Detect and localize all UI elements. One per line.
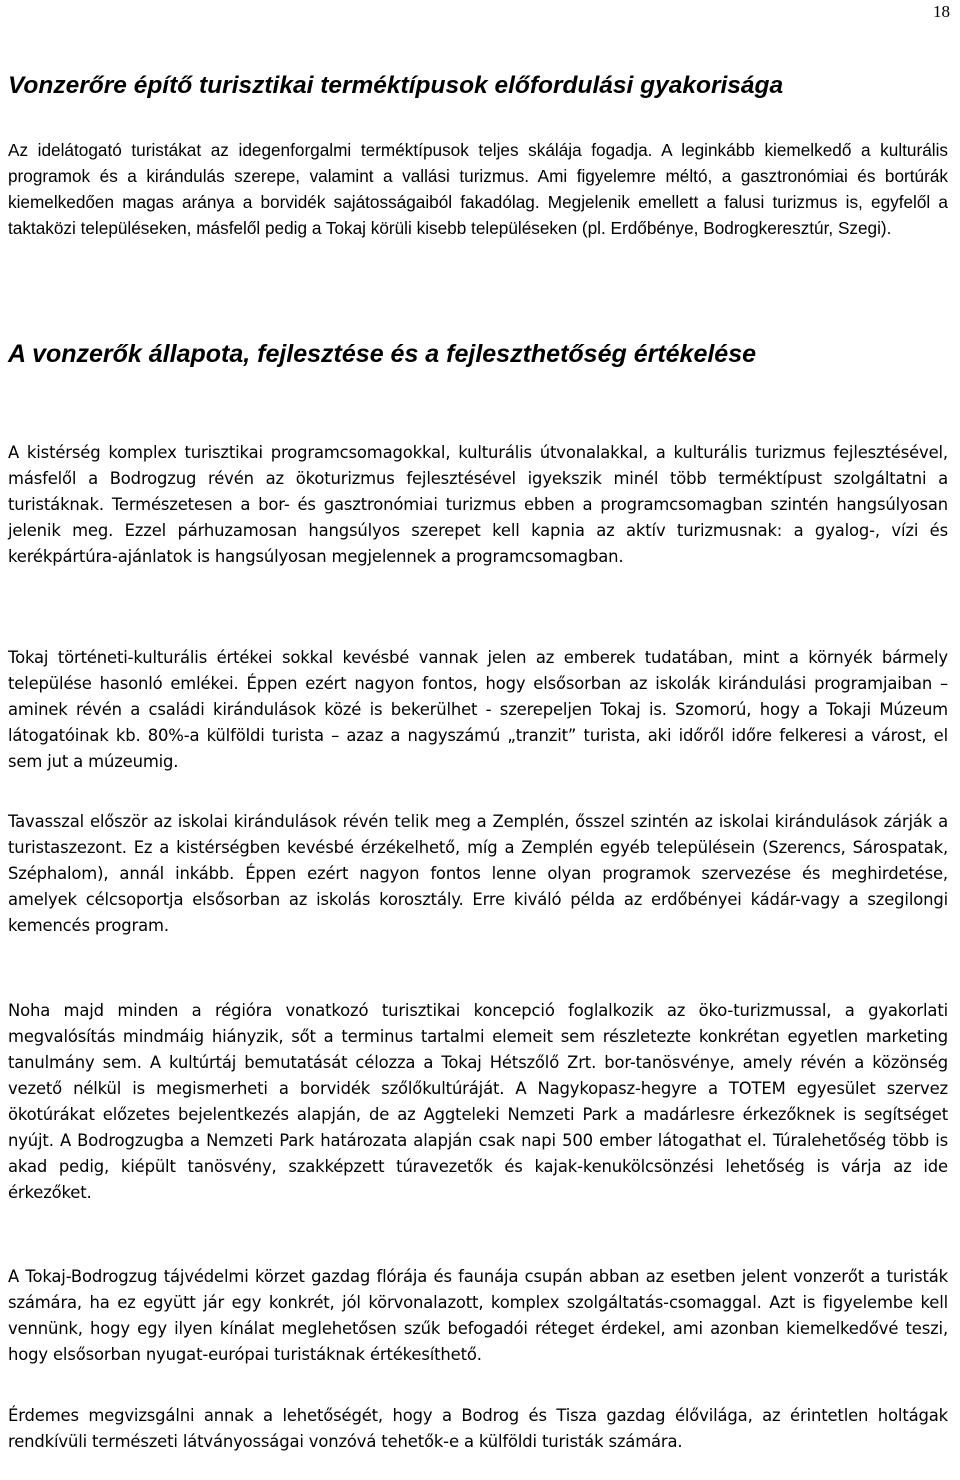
body-paragraph-1: A kistérség komplex turisztikai programcsomagokkal, kulturális útvonalakkal, a kulturális turizmus fejlesztésével, másfelől a Bodrogzug révén az ökoturizmus fejlesztésével igyekszik minél több terméktípust szolgáltatni a turistáknak. Természetesen a bor- és gasztronómiai turizmus ebben a programcsomagban szintén hangsúlyosan jelenik meg. Ezzel párhuzamosan hangsúlyos szerepet kell kapnia az aktív turizmusnak: a gyalog-, vízi és kerékpártúra-ajánlatok is hangsúlyosan megjelennek a programcsomagban. — [8, 443, 948, 566]
body-paragraph-5: A Tokaj-Bodrogzug tájvédelmi körzet gazdag flórája és faunája csupán abban az esetben jelent vonzerőt a turisták számára, ha ez együtt jár egy konkrét, jól körvonalazott, komplex szolgáltatás-csomaggal. Azt is figyelembe kell vennünk, hogy egy ilyen kínálat meglehetősen szűk befogadói réteget érdekel, ami azonban kiemelkedővé teszi, hogy elsősorban nyugat-európai turistáknak értékesíthető. — [8, 1267, 948, 1364]
section-title-evaluation: A vonzerők állapota, fejlesztése és a fejleszthetőség értékelése — [8, 340, 757, 368]
intro-paragraph: Az idelátogató turistákat az idegenforgalmi terméktípusok teljes skálája fogadja. A leginkább kiemelkedő a kulturális programok és a kirándulás szerepe, valamint a vallási turizmus. Ami figyelemre méltó, a gasztronómiai és bortúrák kiemelkedően magas aránya a borvidék sajátosságaiból fakadólag. Megjelenik emellett a falusi turizmus is, egyfelől a taktaközi településeken, másfelől pedig a Tokaj körüli kisebb településeken (pl. Erdőbénye, Bodrogkeresztúr, Szegi). — [8, 140, 948, 238]
body-paragraph-3: Tavasszal először az iskolai kirándulások révén telik meg a Zemplén, ősszel szintén az iskolai kirándulások zárják a turistaszezont. Ez a kistérségben kevésbé érzékelhető, míg a Zemplén egyéb településein (Szerencs, Sárospatak, Széphalom), annál inkább. Éppen ezért nagyon fontos lenne olyan programok szervezése és meghirdetése, amelyek célcsoportja elsősorban az iskolás korosztály. Erre kiváló példa az erdőbényei kádár-vagy a szegilongi kemencés program. — [8, 812, 948, 935]
body-paragraph-4: Noha majd minden a régióra vonatkozó turisztikai koncepció foglalkozik az öko-turizmussal, a gyakorlati megvalósítás mindmáig hiányzik, sőt a terminus tartalmi elemeit sem részletezte konkrétan egyetlen marketing tanulmány sem. A kultúrtáj bemutatását célozza a Tokaj Hétszőlő Zrt. bor-tanösvénye, amely révén a közönség vezető nélkül is megismerheti a borvidék szőlőkultúráját. A Nagykopasz-hegyre a TOTEM egyesület szervez ökotúrákat előzetes bejelentkezés alapján, de az Aggteleki Nemzeti Park a madárlesre érkezőknek is segítséget nyújt. A Bodrogzugba a Nemzeti Park határozata alapján csak napi 500 ember látogathat el. Túralehetőség több is akad pedig, kiépült tanösvény, szakképzett túravezetők és kajak-kenukölcsönzési lehetőség is várja az ide érkezőket. — [8, 1001, 948, 1202]
body-paragraph-6: Érdemes megvizsgálni annak a lehetőségét, hogy a Bodrog és Tisza gazdag élővilága, az érintetlen holtágak rendkívüli természeti látványosságai vonzóvá tehetők-e a külföldi turisták számára. — [8, 1406, 948, 1451]
section-title: Vonzerőre építő turisztikai terméktípusok előfordulási gyakorisága — [8, 72, 784, 99]
page-number: 18 — [933, 2, 950, 21]
body-paragraph-2: Tokaj történeti-kulturális értékei sokkal kevésbé vannak jelen az emberek tudatában, mint a környék bármely települése hasonló emlékei. Éppen ezért nagyon fontos, hogy elsősorban az iskolák kirándulási programjaiban – aminek révén a családi kirándulások közé is bekerülhet - szerepeljen Tokaj is. Szomorú, hogy a Tokaji Múzeum látogatóinak kb. 80%-a külföldi turista – azaz a nagyszámú „tranzit” turista, aki időről időre felkeresi a várost, el sem jut a múzeumig. — [8, 648, 948, 771]
